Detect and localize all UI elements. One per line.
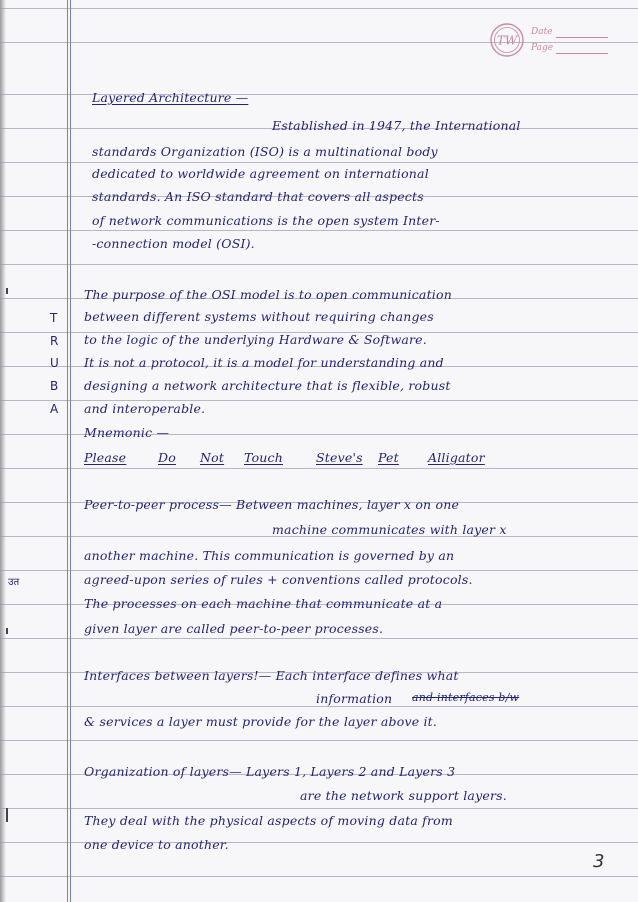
margin-letter: T — [50, 311, 58, 325]
organization-line: are the network support layers. — [300, 788, 507, 803]
margin-rule-inner — [70, 0, 71, 902]
purpose-line: between different systems without requiring changes — [84, 309, 434, 324]
peer-line: given layer are called peer-to-peer processes. — [84, 621, 384, 636]
date-label: Date — [531, 27, 553, 37]
binding-tick — [6, 628, 8, 634]
margin-letter: A — [50, 402, 59, 416]
interfaces-line: & services a layer must provide for the layer above it. — [84, 714, 438, 729]
interfaces-line: information — [316, 691, 393, 706]
binding-tick — [6, 808, 8, 822]
intro-line: of network communications is the open system Inter- — [92, 213, 440, 228]
mnemonic-word: Steve's — [316, 450, 363, 465]
organization-line: They deal with the physical aspects of moving data from — [84, 813, 453, 828]
peer-line: machine communicates with layer x — [272, 522, 507, 537]
peer-line: The processes on each machine that communicate at a — [84, 596, 443, 611]
intro-line: standards Organization (ISO) is a multinational body — [92, 144, 438, 159]
mnemonic-word: Pet — [378, 450, 399, 465]
interfaces-line: Interfaces between layers!— Each interface defines what — [84, 668, 459, 683]
heading: Layered Architecture — — [92, 90, 249, 105]
page-label: Page — [531, 43, 554, 53]
intro-line: Established in 1947, the International — [272, 118, 521, 133]
purpose-line: designing a network architecture that is flexible, robust — [84, 378, 451, 393]
mnemonic-word: Please — [84, 450, 127, 465]
svg-text:TW: TW — [496, 33, 518, 48]
margin-note: उत — [8, 577, 20, 588]
peer-line: Peer-to-peer process— Between machines, layer x on one — [84, 497, 460, 512]
binding-tick — [6, 288, 8, 294]
notebook-logo-icon — [489, 22, 525, 58]
mnemonic-word: Do — [158, 450, 176, 465]
margin-letter: B — [50, 379, 59, 393]
margin-letter: R — [50, 334, 59, 348]
mnemonic-word: Not — [200, 450, 225, 465]
binding-shadow — [0, 0, 6, 902]
date-line — [556, 37, 608, 38]
mnemonic-heading: Mnemonic — — [84, 425, 170, 440]
organization-line: one device to another. — [84, 837, 229, 852]
purpose-line: It is not a protocol, it is a model for understanding and — [84, 355, 444, 370]
peer-line: another machine. This communication is governed by an — [84, 548, 455, 563]
page-number: 3 — [593, 851, 605, 872]
margin-letter: U — [50, 356, 59, 370]
peer-line: agreed-upon series of rules + conventions called protocols. — [84, 572, 473, 587]
intro-line: dedicated to worldwide agreement on international — [92, 166, 429, 181]
intro-line: standards. An ISO standard that covers all aspects — [92, 189, 424, 204]
purpose-line: The purpose of the OSI model is to open communication — [84, 287, 452, 302]
organization-line: Organization of layers— Layers 1, Layers 2 and Layers 3 — [84, 764, 456, 779]
mnemonic-word: Touch — [244, 450, 283, 465]
interfaces-crossed: and interfaces b/w — [412, 691, 520, 704]
purpose-line: to the logic of the underlying Hardware & Software. — [84, 332, 427, 347]
intro-line: -connection model (OSI). — [92, 236, 255, 251]
margin-rule — [67, 0, 68, 902]
purpose-line: and interoperable. — [84, 401, 206, 416]
page-line — [556, 53, 608, 54]
mnemonic-word: Alligator — [428, 450, 485, 465]
